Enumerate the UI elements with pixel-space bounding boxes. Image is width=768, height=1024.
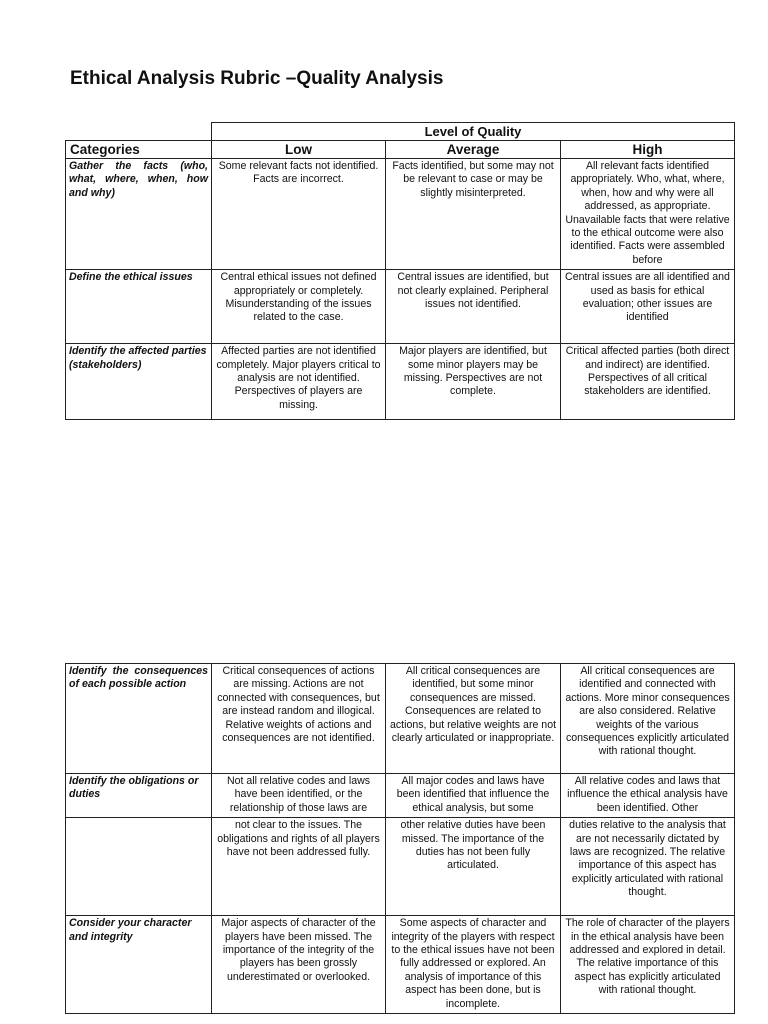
average-cell: Major players are identified, but some minor players may be missing. Perspectives are not complete. (386, 344, 561, 420)
rubric-table-top (65, 122, 735, 420)
average-cell: Facts identified, but some may not be relevant to case or may be slightly misinterpreted. (386, 159, 561, 270)
category-cell: Gather the facts (who, what, where, when, how and why) (66, 159, 212, 270)
table-row (66, 159, 735, 270)
low-cell: Some relevant facts not identified. Facts are incorrect. (212, 159, 386, 270)
level-header-row (66, 123, 735, 141)
table-row (66, 664, 735, 774)
average-cell: other relative duties have been missed. The importance of the duties has not been fully articulated. (386, 818, 561, 916)
average-cell: All major codes and laws have been identified that influence the ethical analysis, but some (386, 774, 561, 818)
table-row (66, 344, 735, 420)
high-cell: duties relative to the analysis that are not necessarily dictated by laws are recognized. The relative importance of this aspect has explicitly articulated with rational thought. (561, 818, 735, 916)
low-cell: Major aspects of character of the players have been missed. The importance of the integrity of the players has been grossly underestimated or overlooked. (212, 916, 386, 1014)
low-cell: not clear to the issues. The obligations and rights of all players have not been addressed fully. (212, 818, 386, 916)
category-cell: Identify the obligations or duties (66, 774, 212, 818)
high-cell: All critical consequences are identified and connected with actions. More minor consequences are also considered. Relative weights of the various consequences explicitly articulated with rational thought. (561, 664, 735, 774)
table-row (66, 270, 735, 344)
category-cell: Consider your character and integrity (66, 916, 212, 1014)
high-cell: Central issues are all identified and used as basis for ethical evaluation; other issues are identified (561, 270, 735, 344)
category-cell: Define the ethical issues (66, 270, 212, 344)
categories-header: Categories (66, 141, 212, 159)
average-cell: Some aspects of character and integrity of the players with respect to the ethical issues have not been fully addressed or explored. An analysis of importance of this aspect has been done, but is incomplete. (386, 916, 561, 1014)
category-cell: Identify the consequences of each possible action (66, 664, 212, 774)
table-row (66, 818, 735, 916)
high-cell: Critical affected parties (both direct and indirect) are identified. Perspectives of all critical stakeholders are identified. (561, 344, 735, 420)
high-cell: All relative codes and laws that influence the ethical analysis have been identified. Other (561, 774, 735, 818)
high-cell: All relevant facts identified appropriately. Who, what, where, when, how and why were all addressed, as appropriate. Unavailable facts that were relative to the ethical outcome were also identified. Facts were assembled before (561, 159, 735, 270)
table-row (66, 774, 735, 818)
rubric-table-bottom (65, 663, 735, 1014)
average-header: Average (386, 141, 561, 159)
blank-header-cell (66, 123, 212, 141)
page-title: Ethical Analysis Rubric –Quality Analysis (70, 68, 444, 89)
high-header: High (561, 141, 735, 159)
category-cell (66, 818, 212, 916)
average-cell: Central issues are identified, but not clearly explained. Peripheral issues not identified. (386, 270, 561, 344)
column-header-row (66, 141, 735, 159)
low-header: Low (212, 141, 386, 159)
table-row (66, 916, 735, 1014)
high-cell: The role of character of the players in the ethical analysis have been addressed and explored in detail. The relative importance of this aspect has explicitly articulated with rational thought. (561, 916, 735, 1014)
average-cell: All critical consequences are identified, but some minor consequences are missed. Consequences are related to actions, but relative weights are not clearly articulated or inappropriate. (386, 664, 561, 774)
category-cell: Identify the affected parties (stakeholders) (66, 344, 212, 420)
low-cell: Central ethical issues not defined appropriately or completely. Misunderstanding of the issues related to the case. (212, 270, 386, 344)
low-cell: Critical consequences of actions are missing. Actions are not connected with consequences, but are instead random and illogical. Relative weights of actions and consequences are not identified. (212, 664, 386, 774)
low-cell: Affected parties are not identified completely. Major players critical to analysis are not identified. Perspectives of players are missing. (212, 344, 386, 420)
low-cell: Not all relative codes and laws have been identified, or the relationship of those laws are (212, 774, 386, 818)
level-of-quality-header: Level of Quality (212, 123, 735, 141)
